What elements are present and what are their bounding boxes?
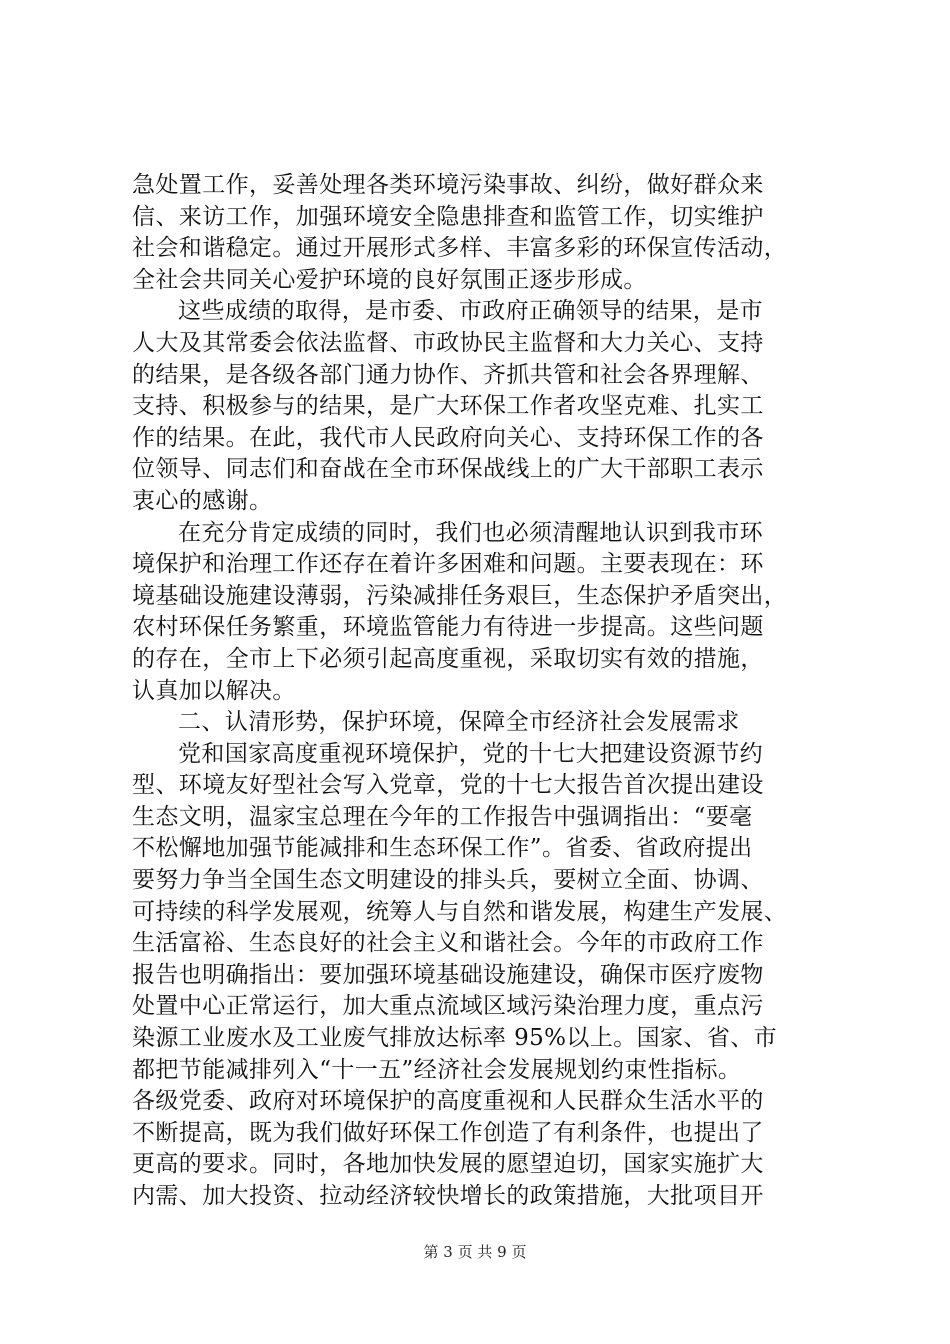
text-line: 生态文明，温家宝总理在今年的工作报告中强调指出：“要毫 bbox=[132, 803, 753, 830]
text-line: 报告也明确指出：要加强环境基础设施建设，确保市医疗废物 bbox=[132, 961, 764, 988]
text-line: 境基础设施建设薄弱，污染减排任务艰巨，生态保护矛盾突出， bbox=[132, 582, 788, 609]
text-line: 生活富裕、生态良好的社会主义和谐社会。今年的市政府工作 bbox=[132, 930, 764, 957]
text-line: 社会和谐稳定。通过开展形式多样、丰富多彩的环保宣传活动， bbox=[132, 235, 788, 262]
text-line: 作的结果。在此，我代市人民政府向关心、支持环保工作的各 bbox=[132, 424, 764, 451]
text-line: 不松懈地加强节能减排和生态环保工作”。省委、省政府提出 bbox=[132, 835, 753, 862]
text-line: 农村环保任务繁重，环境监管能力有待进一步提高。这些问题 bbox=[132, 614, 764, 641]
paragraph-first-line: 党和国家高度重视环境保护，党的十七大把建设资源节约 bbox=[178, 740, 763, 767]
text-line: 的结果，是各级各部门通力协作、齐抓共管和社会各界理解、 bbox=[132, 361, 764, 388]
text-line: 全社会共同关心爱护环境的良好氛围正逐步形成。 bbox=[132, 266, 647, 293]
text-line: 位领导、同志们和奋战在全市环保战线上的广大干部职工表示 bbox=[132, 456, 764, 483]
text-line: 各级党委、政府对环境保护的高度重视和人民群众生活水平的 bbox=[132, 1088, 764, 1115]
page-number-footer: 第 3 页 共 9 页 bbox=[423, 1243, 527, 1261]
text-line: 的存在，全市上下必须引起高度重视，采取切实有效的措施， bbox=[132, 645, 764, 672]
text-line: 支持、积极参与的结果，是广大环保工作者攻坚克难、扎实工 bbox=[132, 393, 764, 420]
text-line: 内需、加大投资、拉动经济较快增长的政策措施，大批项目开 bbox=[132, 1183, 764, 1209]
text-line: 信、来访工作，加强环境安全隐患排查和监管工作，切实维护 bbox=[132, 203, 764, 230]
section-heading: 二、认清形势，保护环境，保障全市经济社会发展需求 bbox=[178, 709, 740, 736]
text-line: 要努力争当全国生态文明建设的排头兵，要树立全面、协调、 bbox=[132, 867, 764, 894]
paragraph-first-line: 在充分肯定成绩的同时，我们也必须清醒地认识到我市环 bbox=[178, 519, 763, 546]
text-line: 染源工业废水及工业废气排放达标率 95%以上。国家、省、市 bbox=[132, 1025, 778, 1052]
text-line: 境保护和治理工作还存在着许多困难和问题。主要表现在：环 bbox=[132, 551, 764, 578]
paragraph-first-line: 这些成绩的取得，是市委、市政府正确领导的结果，是市 bbox=[178, 298, 763, 325]
document-body bbox=[132, 170, 832, 1213]
text-line: 更高的要求。同时，各地加快发展的愿望迫切，国家实施扩大 bbox=[132, 1151, 764, 1178]
text-line: 人大及其常委会依法监督、市政协民主监督和大力关心、支持 bbox=[132, 329, 764, 356]
text-line: 急处置工作，妥善处理各类环境污染事故、纠纷，做好群众来 bbox=[132, 172, 764, 198]
text-line: 衷心的感谢。 bbox=[132, 487, 273, 514]
text-line: 可持续的科学发展观，统筹人与自然和谐发展，构建生产发展、 bbox=[132, 898, 788, 925]
text-line: 都把节能减排列入“十一五”经济社会发展规划约束性指标。 bbox=[132, 1056, 742, 1083]
text-line: 型、环境友好型社会写入党章，党的十七大报告首次提出建设 bbox=[132, 772, 764, 799]
text-line: 处置中心正常运行，加大重点流域区域污染治理力度，重点污 bbox=[132, 993, 764, 1020]
text-line: 认真加以解决。 bbox=[132, 677, 296, 704]
text-line: 不断提高，既为我们做好环保工作创造了有利条件，也提出了 bbox=[132, 1119, 764, 1146]
